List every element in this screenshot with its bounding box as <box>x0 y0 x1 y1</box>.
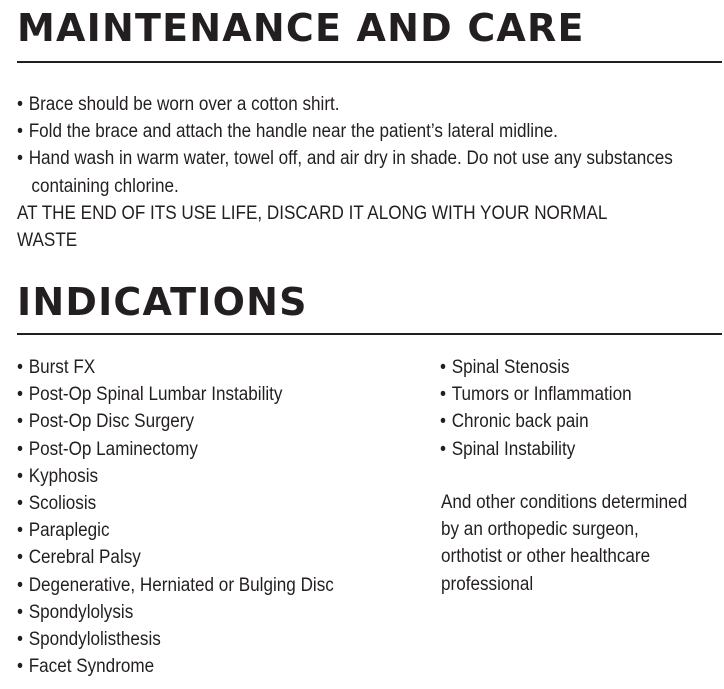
maintenance-divider <box>17 61 722 63</box>
list-item <box>17 626 334 653</box>
indications-note-line: professional <box>441 573 534 595</box>
list-item <box>440 436 632 463</box>
list-item <box>17 436 334 463</box>
bullet-icon: • <box>17 465 23 487</box>
maintenance-heading: MAINTENANCE AND CARE <box>17 6 585 50</box>
bullet-icon: • <box>17 384 23 406</box>
list-item <box>17 599 334 626</box>
list-item-text: Post-Op Disc Surgery <box>28 411 195 433</box>
list-item-text: Scoliosis <box>28 493 97 515</box>
disposal-notice-line: WASTE <box>17 230 78 252</box>
bullet-icon: • <box>17 357 23 378</box>
bullet-icon: • <box>17 438 23 460</box>
indications-heading: INDICATIONS <box>17 280 308 324</box>
bullet-icon: • <box>17 520 23 542</box>
indications-list-right <box>440 354 632 463</box>
indications-divider <box>17 333 722 335</box>
bullet-icon: • <box>440 357 446 378</box>
bullet-icon: • <box>17 574 23 596</box>
list-item-text: Facet Syndrome <box>28 656 155 678</box>
bullet-icon: • <box>17 601 23 623</box>
bullet-icon: • <box>440 384 446 406</box>
bullet-icon: • <box>440 438 446 460</box>
bullet-icon: • <box>17 493 23 515</box>
list-item-text: Spinal Instability <box>451 438 576 460</box>
list-item <box>440 354 632 381</box>
list-item-text: Spondylolysis <box>28 601 134 623</box>
list-item-text: Spinal Stenosis <box>451 357 570 378</box>
list-item-text: Tumors or Inflammation <box>451 384 632 406</box>
list-item <box>17 145 719 199</box>
bullet-icon: • <box>17 547 23 569</box>
list-item-text: Post-Op Laminectomy <box>28 438 198 460</box>
disposal-notice <box>17 200 647 254</box>
list-item <box>17 544 334 571</box>
maintenance-list <box>17 91 719 200</box>
disposal-notice-line: AT THE END OF ITS USE LIFE, DISCARD IT ALONG WITH YOUR NORMAL <box>17 203 608 224</box>
list-item <box>17 381 334 408</box>
list-item <box>17 91 719 118</box>
list-item-text: Cerebral Palsy <box>28 547 141 569</box>
list-item <box>17 490 334 517</box>
indications-note-line: And other conditions determined <box>441 492 688 513</box>
list-item <box>440 381 632 408</box>
list-item <box>17 463 334 490</box>
indications-note <box>441 489 711 598</box>
list-item <box>17 408 334 435</box>
indications-note-line: by an orthopedic surgeon, <box>441 519 639 541</box>
list-item-text: Post-Op Spinal Lumbar Instability <box>28 384 283 406</box>
list-item-text: Paraplegic <box>28 520 110 542</box>
list-item-continuation: containing chlorine. <box>31 175 179 197</box>
list-item <box>17 118 719 145</box>
list-item-text: Fold the brace and attach the handle near the patient’s lateral midline. <box>28 121 558 143</box>
bullet-icon: • <box>440 411 446 433</box>
bullet-icon: • <box>17 629 23 651</box>
list-item-text: Chronic back pain <box>451 411 589 433</box>
bullet-icon: • <box>17 656 23 678</box>
list-item <box>17 653 334 680</box>
list-item-text: Brace should be worn over a cotton shirt. <box>28 94 340 115</box>
bullet-icon: • <box>17 121 23 143</box>
list-item-text: Hand wash in warm water, towel off, and air dry in shade. Do not use any substances <box>28 148 673 170</box>
indications-note-line: orthotist or other healthcare <box>441 546 651 568</box>
list-item-text: Degenerative, Herniated or Bulging Disc <box>28 574 334 596</box>
list-item-text: Burst FX <box>28 357 96 378</box>
indications-list-left <box>17 354 334 680</box>
bullet-icon: • <box>17 94 23 115</box>
list-item <box>17 517 334 544</box>
list-item <box>440 408 632 435</box>
bullet-icon: • <box>17 148 23 170</box>
list-item-text: Kyphosis <box>28 465 99 487</box>
list-item <box>17 354 334 381</box>
list-item <box>17 572 334 599</box>
list-item-text: Spondylolisthesis <box>28 629 161 651</box>
bullet-icon: • <box>17 411 23 433</box>
